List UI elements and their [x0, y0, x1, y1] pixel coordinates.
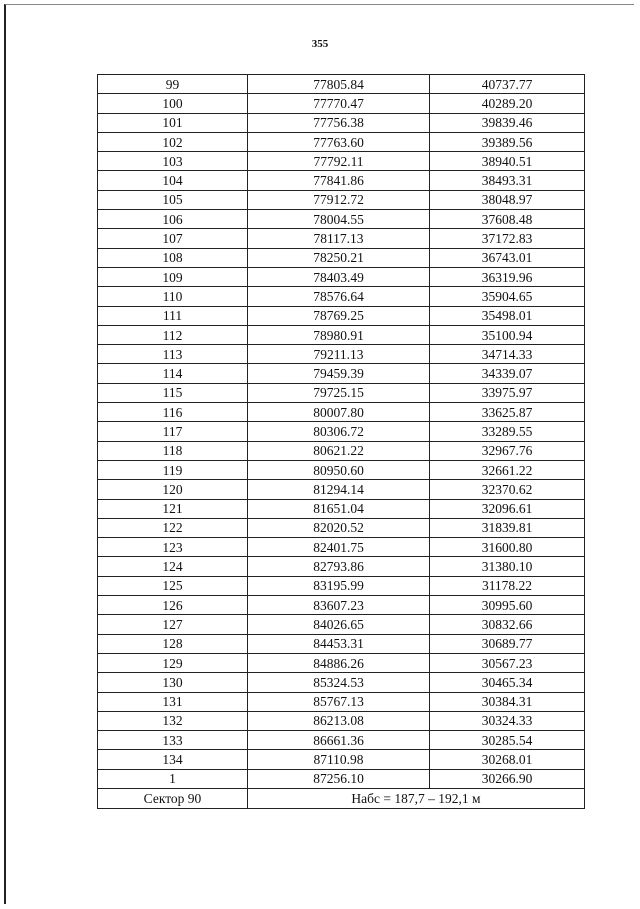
point-number-cell: 104: [98, 171, 248, 190]
y-coordinate-cell: 40289.20: [430, 94, 585, 113]
point-number-cell: 116: [98, 403, 248, 422]
table-row: [98, 325, 585, 344]
y-coordinate-cell: 36743.01: [430, 248, 585, 267]
point-number-cell: 108: [98, 248, 248, 267]
point-number-cell: 1: [98, 769, 248, 788]
point-number-cell: 112: [98, 325, 248, 344]
x-coordinate-cell: 86661.36: [248, 731, 430, 750]
table-row: [98, 750, 585, 769]
y-coordinate-cell: 30689.77: [430, 634, 585, 653]
y-coordinate-cell: 31600.80: [430, 538, 585, 557]
x-coordinate-cell: 77756.38: [248, 113, 430, 132]
table-body: [98, 75, 585, 789]
y-coordinate-cell: 32096.61: [430, 499, 585, 518]
point-number-cell: 100: [98, 94, 248, 113]
table-row: [98, 731, 585, 750]
table-row: [98, 229, 585, 248]
point-number-cell: 111: [98, 306, 248, 325]
table-row: [98, 769, 585, 788]
y-coordinate-cell: 30384.31: [430, 692, 585, 711]
point-number-cell: 128: [98, 634, 248, 653]
x-coordinate-cell: 80007.80: [248, 403, 430, 422]
x-coordinate-cell: 83607.23: [248, 596, 430, 615]
y-coordinate-cell: 30324.33: [430, 711, 585, 730]
table-row: [98, 538, 585, 557]
table-row: [98, 460, 585, 479]
x-coordinate-cell: 85324.53: [248, 673, 430, 692]
point-number-cell: 99: [98, 75, 248, 94]
x-coordinate-cell: 77841.86: [248, 171, 430, 190]
x-coordinate-cell: 84026.65: [248, 615, 430, 634]
table-row: [98, 692, 585, 711]
point-number-cell: 123: [98, 538, 248, 557]
y-coordinate-cell: 31839.81: [430, 518, 585, 537]
y-coordinate-cell: 34714.33: [430, 345, 585, 364]
y-coordinate-cell: 30995.60: [430, 596, 585, 615]
y-coordinate-cell: 35904.65: [430, 287, 585, 306]
point-number-cell: 115: [98, 383, 248, 402]
table-row: [98, 615, 585, 634]
table-row: [98, 132, 585, 151]
y-coordinate-cell: 33625.87: [430, 403, 585, 422]
coordinates-table: [97, 74, 585, 809]
x-coordinate-cell: 82020.52: [248, 518, 430, 537]
y-coordinate-cell: 31178.22: [430, 576, 585, 595]
point-number-cell: 122: [98, 518, 248, 537]
x-coordinate-cell: 78117.13: [248, 229, 430, 248]
table-row: [98, 94, 585, 113]
y-coordinate-cell: 38940.51: [430, 152, 585, 171]
point-number-cell: 102: [98, 132, 248, 151]
y-coordinate-cell: 39389.56: [430, 132, 585, 151]
table-row: [98, 634, 585, 653]
x-coordinate-cell: 84453.31: [248, 634, 430, 653]
point-number-cell: 109: [98, 267, 248, 286]
point-number-cell: 125: [98, 576, 248, 595]
y-coordinate-cell: 30567.23: [430, 653, 585, 672]
table-row: [98, 190, 585, 209]
y-coordinate-cell: 35498.01: [430, 306, 585, 325]
y-coordinate-cell: 37172.83: [430, 229, 585, 248]
point-number-cell: 118: [98, 441, 248, 460]
x-coordinate-cell: 81294.14: [248, 480, 430, 499]
sector-label: Сектор 90: [98, 788, 248, 808]
x-coordinate-cell: 87110.98: [248, 750, 430, 769]
x-coordinate-cell: 80621.22: [248, 441, 430, 460]
table-row: [98, 480, 585, 499]
y-coordinate-cell: 31380.10: [430, 557, 585, 576]
x-coordinate-cell: 82401.75: [248, 538, 430, 557]
x-coordinate-cell: 83195.99: [248, 576, 430, 595]
table-row: [98, 345, 585, 364]
table-row: [98, 75, 585, 94]
x-coordinate-cell: 77763.60: [248, 132, 430, 151]
point-number-cell: 105: [98, 190, 248, 209]
x-coordinate-cell: 77805.84: [248, 75, 430, 94]
y-coordinate-cell: 39839.46: [430, 113, 585, 132]
point-number-cell: 134: [98, 750, 248, 769]
point-number-cell: 129: [98, 653, 248, 672]
y-coordinate-cell: 30465.34: [430, 673, 585, 692]
x-coordinate-cell: 80950.60: [248, 460, 430, 479]
point-number-cell: 117: [98, 422, 248, 441]
x-coordinate-cell: 78403.49: [248, 267, 430, 286]
x-coordinate-cell: 79725.15: [248, 383, 430, 402]
y-coordinate-cell: 32661.22: [430, 460, 585, 479]
table-row: [98, 403, 585, 422]
point-number-cell: 101: [98, 113, 248, 132]
x-coordinate-cell: 77792.11: [248, 152, 430, 171]
y-coordinate-cell: 40737.77: [430, 75, 585, 94]
point-number-cell: 120: [98, 480, 248, 499]
table-row: [98, 306, 585, 325]
table-row: [98, 557, 585, 576]
table-row: [98, 711, 585, 730]
point-number-cell: 132: [98, 711, 248, 730]
table-row: [98, 248, 585, 267]
y-coordinate-cell: 38493.31: [430, 171, 585, 190]
table-row: [98, 499, 585, 518]
x-coordinate-cell: 77770.47: [248, 94, 430, 113]
x-coordinate-cell: 84886.26: [248, 653, 430, 672]
y-coordinate-cell: 36319.96: [430, 267, 585, 286]
y-coordinate-cell: 30266.90: [430, 769, 585, 788]
y-coordinate-cell: 32370.62: [430, 480, 585, 499]
y-coordinate-cell: 30285.54: [430, 731, 585, 750]
table-footer-row: [98, 788, 585, 808]
y-coordinate-cell: 37608.48: [430, 210, 585, 229]
x-coordinate-cell: 85767.13: [248, 692, 430, 711]
x-coordinate-cell: 80306.72: [248, 422, 430, 441]
point-number-cell: 124: [98, 557, 248, 576]
point-number-cell: 121: [98, 499, 248, 518]
point-number-cell: 119: [98, 460, 248, 479]
table-row: [98, 171, 585, 190]
x-coordinate-cell: 86213.08: [248, 711, 430, 730]
table-row: [98, 441, 585, 460]
x-coordinate-cell: 87256.10: [248, 769, 430, 788]
table-row: [98, 653, 585, 672]
y-coordinate-cell: 30268.01: [430, 750, 585, 769]
table-row: [98, 673, 585, 692]
point-number-cell: 133: [98, 731, 248, 750]
point-number-cell: 110: [98, 287, 248, 306]
y-coordinate-cell: 34339.07: [430, 364, 585, 383]
x-coordinate-cell: 79211.13: [248, 345, 430, 364]
x-coordinate-cell: 78576.64: [248, 287, 430, 306]
y-coordinate-cell: 33975.97: [430, 383, 585, 402]
table-row: [98, 422, 585, 441]
y-coordinate-cell: 38048.97: [430, 190, 585, 209]
point-number-cell: 130: [98, 673, 248, 692]
x-coordinate-cell: 82793.86: [248, 557, 430, 576]
x-coordinate-cell: 77912.72: [248, 190, 430, 209]
table-row: [98, 113, 585, 132]
y-coordinate-cell: 32967.76: [430, 441, 585, 460]
point-number-cell: 126: [98, 596, 248, 615]
y-coordinate-cell: 30832.66: [430, 615, 585, 634]
point-number-cell: 131: [98, 692, 248, 711]
table-row: [98, 518, 585, 537]
table-row: [98, 364, 585, 383]
point-number-cell: 103: [98, 152, 248, 171]
y-coordinate-cell: 35100.94: [430, 325, 585, 344]
x-coordinate-cell: 79459.39: [248, 364, 430, 383]
x-coordinate-cell: 78980.91: [248, 325, 430, 344]
y-coordinate-cell: 33289.55: [430, 422, 585, 441]
table-row: [98, 383, 585, 402]
table-row: [98, 152, 585, 171]
height-range: Набс = 187,7 – 192,1 м: [248, 788, 585, 808]
point-number-cell: 113: [98, 345, 248, 364]
point-number-cell: 106: [98, 210, 248, 229]
table-row: [98, 287, 585, 306]
table-row: [98, 267, 585, 286]
page-number: 355: [311, 38, 329, 50]
table-row: [98, 596, 585, 615]
table-row: [98, 210, 585, 229]
x-coordinate-cell: 81651.04: [248, 499, 430, 518]
point-number-cell: 127: [98, 615, 248, 634]
x-coordinate-cell: 78769.25: [248, 306, 430, 325]
x-coordinate-cell: 78004.55: [248, 210, 430, 229]
point-number-cell: 114: [98, 364, 248, 383]
x-coordinate-cell: 78250.21: [248, 248, 430, 267]
table-row: [98, 576, 585, 595]
point-number-cell: 107: [98, 229, 248, 248]
